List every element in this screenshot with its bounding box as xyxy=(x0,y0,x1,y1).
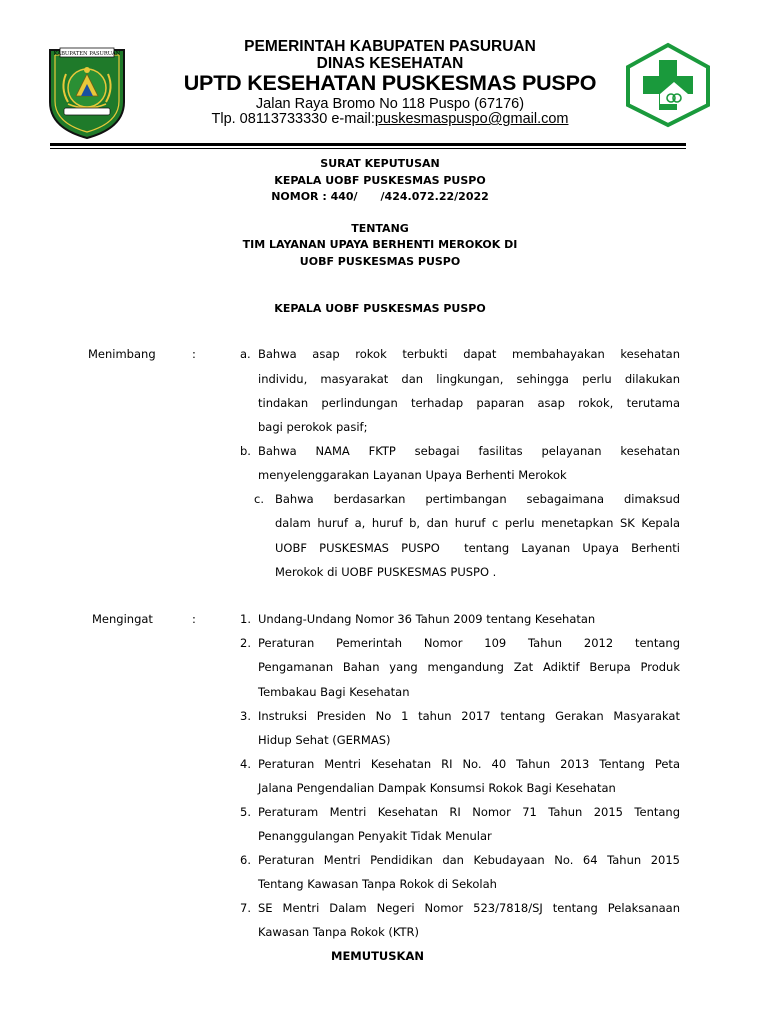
mengingat-3-line1: Instruksi Presiden No 1 tahun 2017 tentang Gerakan Masyarakat xyxy=(258,709,680,723)
mengingat-2-line1: Peraturan Pemerintah Nomor 109 Tahun 2012 tentang xyxy=(258,636,680,650)
mengingat-6-line1: Peraturan Mentri Pendidikan dan Kebudayaan No. 64 Tahun 2015 xyxy=(258,853,680,867)
menimbang-b-line2: menyelenggarakan Layanan Upaya Berhenti Merokok xyxy=(258,468,567,482)
mengingat-3-line2: Hidup Sehat (GERMAS) xyxy=(258,733,391,747)
decree-number: NOMOR : 440/ /424.072.22/2022 xyxy=(271,190,489,203)
letterhead-contact xyxy=(150,111,630,127)
mengingat-marker-1: 1. xyxy=(240,612,251,626)
menimbang-c-line1: Bahwa berdasarkan pertimbangan sebagaimana dimaksud xyxy=(275,492,680,506)
decree-issuer: KEPALA UOBF PUSKESMAS PUSPO xyxy=(274,174,486,187)
decree-tentang: TENTANG xyxy=(351,222,409,235)
mengingat-2-line3: Tembakau Bagi Kesehatan xyxy=(258,685,410,699)
pasuruan-regency-emblem-icon xyxy=(46,44,128,140)
decree-title: SURAT KEPUTUSAN xyxy=(320,157,440,170)
menimbang-label: Menimbang xyxy=(88,347,156,361)
letterhead-phone: Tlp. 08113733330 e-mail: xyxy=(211,111,375,127)
mengingat-5-line2: Penanggulangan Penyakit Tidak Menular xyxy=(258,829,492,843)
mengingat-4-line1: Peraturan Mentri Kesehatan RI No. 40 Tahun 2013 Tentang Peta xyxy=(258,757,680,771)
mengingat-4-line2: Jalana Pengendalian Dampak Konsumsi Rokok Bagi Kesehatan xyxy=(258,781,616,795)
menimbang-marker-a: a. xyxy=(240,347,251,361)
letterhead-institution: UPTD KESEHATAN PUSKESMAS PUSPO xyxy=(183,71,597,95)
mengingat-7-line2: Kawasan Tanpa Rokok (KTR) xyxy=(258,925,420,939)
mengingat-2-line2: Pengamanan Bahan yang mengandung Zat Adiktif Berupa Produk xyxy=(258,660,680,674)
mengingat-7-line1: SE Mentri Dalam Negeri Nomor 523/7818/SJ tentang Pelaksanaan xyxy=(258,901,680,915)
decree-subject-line2: UOBF PUSKESMAS PUSPO xyxy=(299,255,461,268)
letterhead-email-link[interactable]: puskesmaspuspo@gmail.com xyxy=(374,111,569,127)
menimbang-a-line1: Bahwa asap rokok terbukti dapat membahayakan kesehatan xyxy=(258,347,680,361)
mengingat-label: Mengingat xyxy=(92,612,153,626)
mengingat-marker-6: 6. xyxy=(240,853,251,867)
letterhead-department: DINAS KESEHATAN xyxy=(316,55,464,72)
mengingat-marker-7: 7. xyxy=(240,901,251,915)
menimbang-c-line3: UOBF PUSKESMAS PUSPO tentang Layanan Upaya Berhenti xyxy=(275,541,680,555)
menimbang-colon: : xyxy=(192,347,196,361)
mengingat-1-line1: Undang-Undang Nomor 36 Tahun 2009 tentang Kesehatan xyxy=(258,612,596,626)
letterhead-divider-thin xyxy=(50,148,686,149)
menimbang-marker-b: b. xyxy=(240,444,251,458)
decree-kepala-heading: KEPALA UOBF PUSKESMAS PUSPO xyxy=(274,302,486,315)
menimbang-c-line2: dalam huruf a, huruf b, dan huruf c perlu menetapkan SK Kepala xyxy=(275,516,680,530)
menimbang-a-line4: bagi perokok pasif; xyxy=(258,420,368,434)
menimbang-a-line3: tindakan perlindungan terhadap paparan asap rokok, terutama xyxy=(258,396,680,410)
letterhead-government: PEMERINTAH KABUPATEN PASURUAN xyxy=(244,38,536,55)
mengingat-6-line2: Tentang Kawasan Tanpa Rokok di Sekolah xyxy=(258,877,497,891)
mengingat-marker-5: 5. xyxy=(240,805,251,819)
mengingat-marker-4: 4. xyxy=(240,757,251,771)
mengingat-5-line1: Peraturam Mentri Kesehatan RI Nomor 71 Tahun 2015 Tentang xyxy=(258,805,680,819)
emblem-banner-text: KABUPATEN PASURUAN xyxy=(53,51,121,57)
menimbang-c-line4: Merokok di UOBF PUSKESMAS PUSPO . xyxy=(275,565,497,579)
menimbang-a-line2: individu, masyarakat dan lingkungan, sehingga perlu dilakukan xyxy=(258,372,680,386)
mengingat-marker-3: 3. xyxy=(240,709,251,723)
mengingat-marker-2: 2. xyxy=(240,636,251,650)
decree-subject-line1: TIM LAYANAN UPAYA BERHENTI MEROKOK DI xyxy=(242,238,518,251)
puskesmas-cross-logo-icon xyxy=(624,42,712,128)
menimbang-b-line1: Bahwa NAMA FKTP sebagai fasilitas pelayanan kesehatan xyxy=(258,444,680,458)
mengingat-colon: : xyxy=(192,612,196,626)
memutuskan-heading: MEMUTUSKAN xyxy=(331,949,424,963)
letterhead-address: Jalan Raya Bromo No 118 Puspo (67176) xyxy=(255,96,525,112)
letterhead-divider-thick xyxy=(50,143,686,146)
menimbang-marker-c: c. xyxy=(254,492,264,506)
